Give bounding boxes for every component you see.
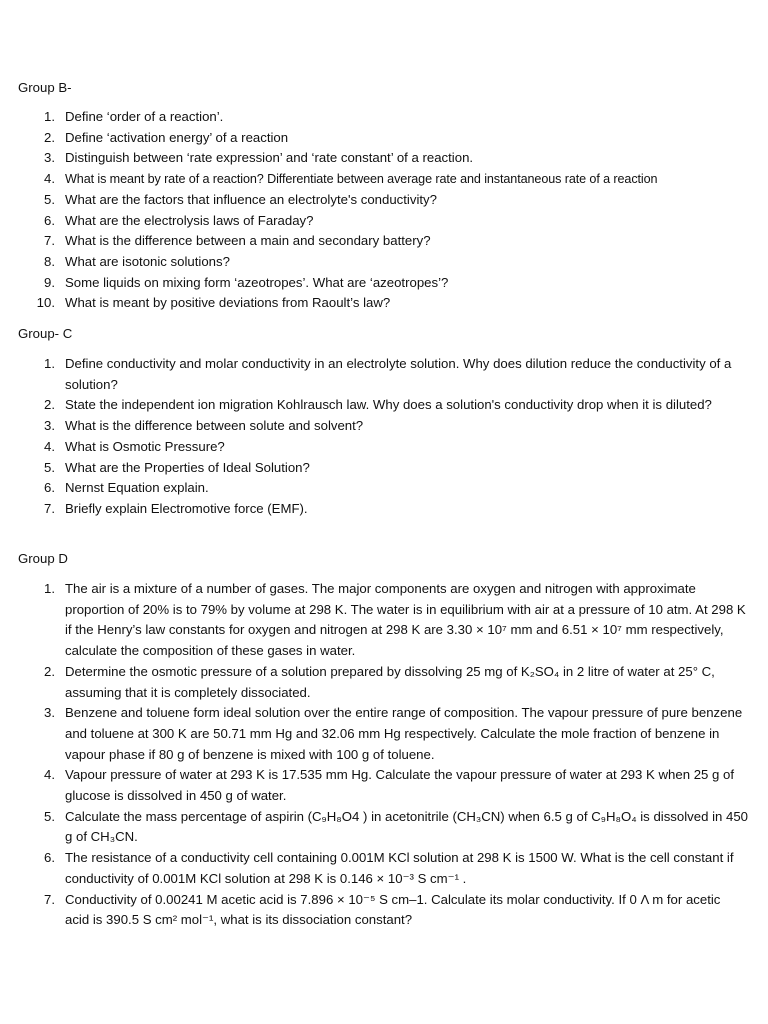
question-item — [0, 499, 768, 520]
question-text: Benzene and toluene form ideal solution over the entire range of composition. The vapour pressure of pure benzene and toluene at 300 K are 50.71 mm Hg and 32.06 mm Hg respectively. Calculate the mole fraction of benzene in vapour phase if 80 g of benzene is mixed with 100 g of toluene. — [65, 705, 743, 762]
question-text: Distinguish between ‘rate expression’ and ‘rate constant’ of a reaction. — [65, 150, 474, 166]
question-text: Some liquids on mixing form ‘azeotropes’. What are ‘azeotropes’? — [65, 274, 449, 290]
question-item — [0, 169, 768, 190]
question-text: Calculate the mass percentage of aspirin (C₉H₈O4 ) in acetonitrile (CH₃CN) when 6.5 g of C₉H₈O₄ is dissolved in 450 g of CH₃CN. — [65, 808, 749, 845]
question-number: 9. — [44, 274, 55, 290]
group-d-title: Group D — [18, 551, 68, 566]
question-number: 6. — [44, 480, 55, 496]
question-item — [0, 107, 768, 128]
question-number: 6. — [44, 850, 55, 866]
question-number: 10. — [36, 295, 55, 311]
question-number: 7. — [44, 233, 55, 249]
question-text: The resistance of a conductivity cell containing 0.001M KCl solution at 298 K is 1500 W. What is the cell constant if conductivity of 0.001M KCl solution at 298 K is 0.146 × 10⁻³ S cm⁻¹ . — [65, 850, 734, 886]
question-number: 6. — [44, 212, 55, 228]
question-item — [0, 354, 768, 395]
question-number: 1. — [44, 109, 55, 124]
group-b-question-list — [0, 107, 768, 314]
question-text: Define conductivity and molar conductivity in an electrolyte solution. Why does dilution reduce the conductivity of a solution? — [65, 356, 732, 392]
question-number: 1. — [44, 356, 55, 371]
question-number: 3. — [44, 418, 55, 434]
question-number: 5. — [44, 808, 55, 824]
question-number: 2. — [44, 397, 55, 413]
question-item — [0, 128, 768, 149]
question-number: 2. — [44, 129, 55, 145]
question-number: 4. — [44, 438, 55, 454]
question-number: 3. — [44, 705, 55, 721]
question-number: 5. — [44, 459, 55, 475]
question-number: 8. — [44, 253, 55, 269]
question-item — [0, 416, 768, 437]
question-text: The air is a mixture of a number of gases. The major components are oxygen and nitrogen with approximate proportion of 20% is to 79% by volume at 298 K. The water is in equilibrium with air at a pressure of 10 atm. At 298 K if the Henry’s law constants for oxygen and nitrogen at 298 K are 3.30 × 10⁷ mm and 6.51 × 10⁷ mm respectively, calculate the composition of these gases in water. — [65, 581, 746, 659]
question-item — [0, 890, 768, 931]
question-item — [0, 807, 768, 848]
question-item — [0, 231, 768, 252]
question-text: What is the difference between solute and solvent? — [65, 418, 364, 434]
question-text: Conductivity of 0.00241 M acetic acid is 7.896 × 10⁻⁵ S cm–1. Calculate its molar conductivity. If 0 Λ m for acetic acid is 390.5 S cm² mol⁻¹, what is its dissociation constant? — [65, 891, 721, 928]
question-text: What are the electrolysis laws of Faraday? — [65, 212, 314, 228]
question-text: What is Osmotic Pressure? — [65, 438, 225, 454]
question-text: What is meant by rate of a reaction? Differentiate between average rate and instantaneous rate of a reaction — [65, 172, 658, 187]
question-item — [0, 273, 768, 294]
question-item — [0, 395, 768, 416]
question-text: State the independent ion migration Kohlrausch law. Why does a solution's conductivity drop when it is diluted? — [65, 397, 712, 413]
question-text: Define ‘activation energy’ of a reaction — [65, 129, 289, 145]
question-number: 2. — [44, 663, 55, 679]
question-text: Determine the osmotic pressure of a solution prepared by dissolving 25 mg of K₂SO₄ in 2 litre of water at 25° C, assuming that it is completely dissociated. — [65, 663, 715, 700]
question-text: Nernst Equation explain. — [65, 480, 209, 496]
question-number: 4. — [44, 171, 55, 187]
question-item — [0, 252, 768, 273]
question-item — [0, 458, 768, 479]
question-item — [0, 765, 768, 806]
question-number: 4. — [44, 767, 55, 783]
question-item — [0, 579, 768, 662]
question-text: What is meant by positive deviations from Raoult’s law? — [65, 295, 391, 311]
question-item — [0, 211, 768, 232]
question-item — [0, 478, 768, 499]
question-item — [0, 437, 768, 458]
question-text: What are the factors that influence an electrolyte's conductivity? — [65, 191, 437, 207]
question-text: What are isotonic solutions? — [65, 253, 230, 269]
question-number: 5. — [44, 191, 55, 207]
question-number: 7. — [44, 891, 55, 907]
question-text: Briefly explain Electromotive force (EMF). — [65, 500, 308, 516]
question-text: Vapour pressure of water at 293 K is 17.535 mm Hg. Calculate the vapour pressure of water at 293 K when 25 g of glucose is dissolved in 450 g of water. — [65, 767, 735, 804]
group-c-title: Group- C — [18, 326, 73, 341]
group-c-question-list — [0, 354, 768, 520]
question-text: What is the difference between a main and secondary battery? — [65, 233, 431, 249]
question-item — [0, 703, 768, 765]
question-item — [0, 293, 768, 314]
group-d-question-list — [0, 579, 768, 931]
question-item — [0, 662, 768, 703]
question-text: What are the Properties of Ideal Solution? — [65, 459, 310, 475]
question-item — [0, 148, 768, 169]
question-number: 7. — [44, 500, 55, 516]
question-text: Define ‘order of a reaction’. — [65, 109, 224, 124]
group-b-title: Group B- — [18, 80, 72, 95]
question-number: 1. — [44, 581, 55, 596]
question-item — [0, 848, 768, 889]
question-number: 3. — [44, 150, 55, 166]
question-item — [0, 190, 768, 211]
